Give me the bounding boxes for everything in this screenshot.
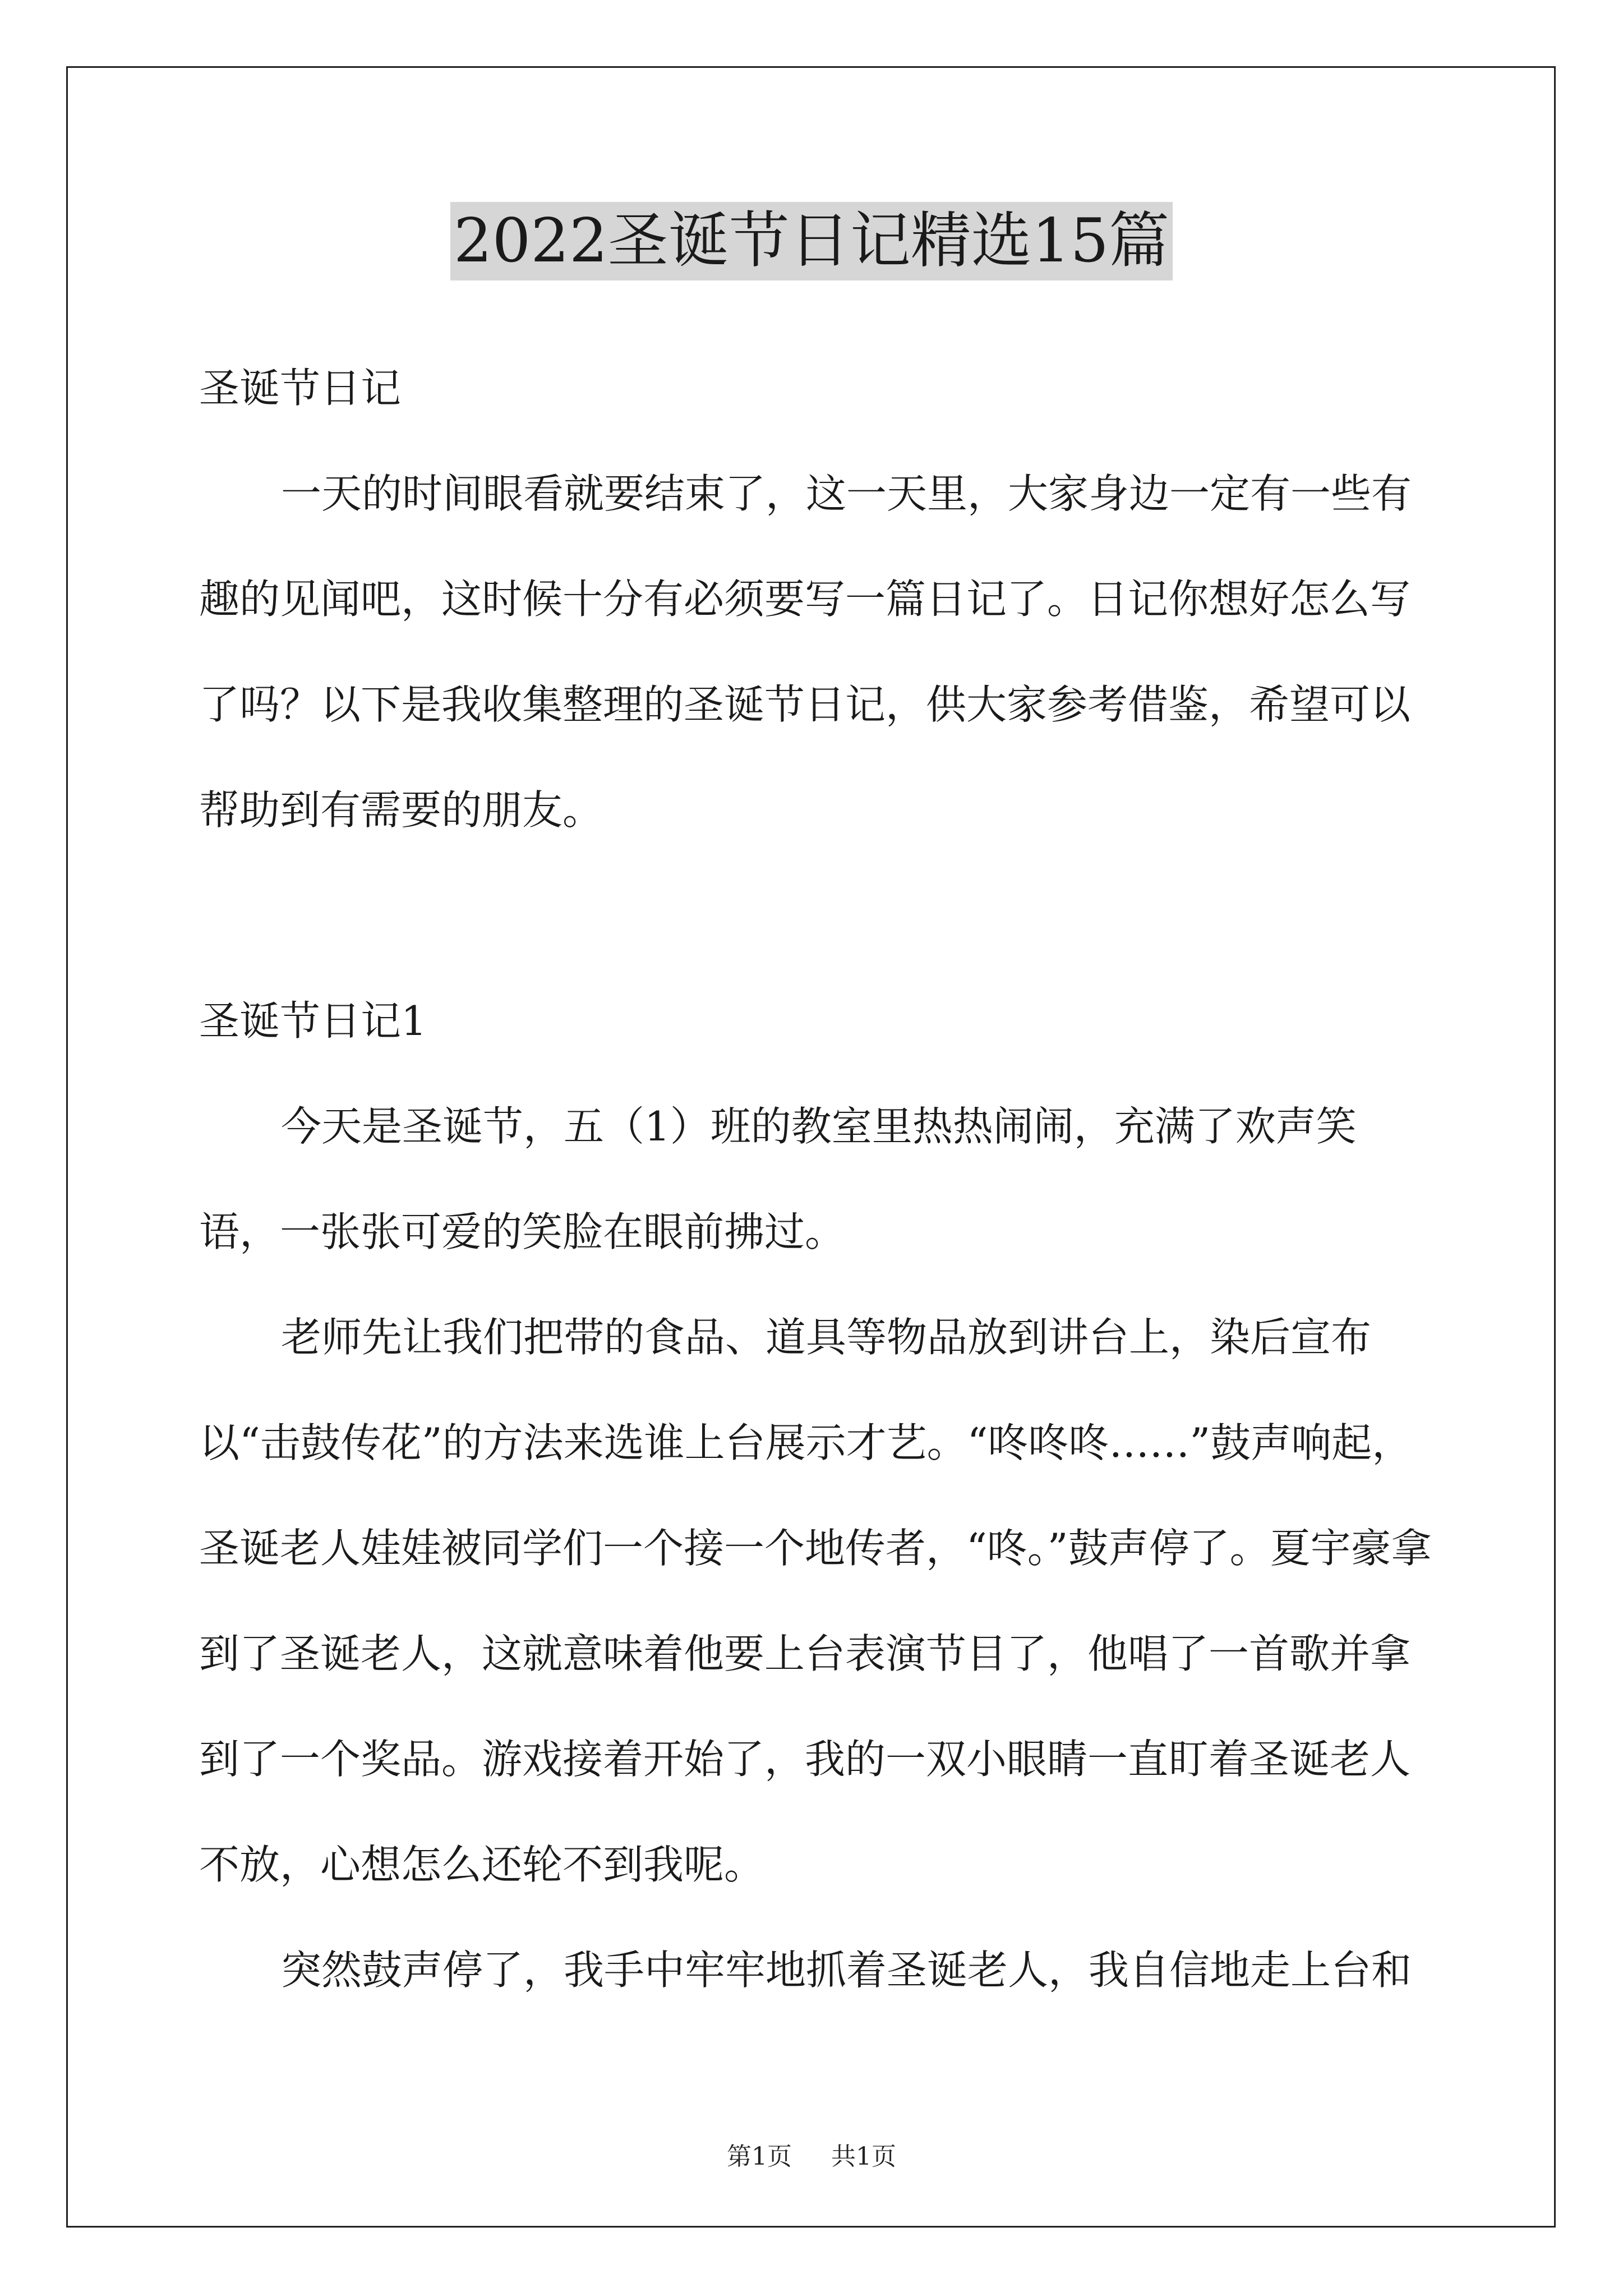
- spacer: [199, 863, 1433, 968]
- paragraph: 今天是圣诞节，五（1）班的教室里热热闹闹，充满了欢声笑语，一张张可爱的笑脸在眼前拂过。: [199, 1103, 1357, 1255]
- document-body: [199, 335, 1433, 2023]
- paragraph: 一天的时间眼看就要结束了，这一天里，大家身边一定有一些有趣的见闻吧，这时候十分有必须要写一篇日记了。日记你想好怎么写了吗？以下是我收集整理的圣诞节日记，供大家参考借鉴，希望可以帮助到有需要的朋友。: [199, 470, 1412, 834]
- page-number: 第1页: [727, 2142, 792, 2171]
- page-total: 共1页: [831, 2142, 896, 2171]
- section-heading: 圣诞节日记: [199, 365, 402, 412]
- section-heading: 圣诞节日记1: [199, 997, 427, 1045]
- paragraph: 老师先让我们把带的食品、道具等物品放到讲台上，染后宣布以“击鼓传花”的方法来选谁上台展示才艺。“咚咚咚……”鼓声响起，圣诞老人娃娃被同学们一个接一个地传者，“咚。”鼓声停了。夏宇豪拿到了圣诞老人，这就意味着他要上台表演节目了，他唱了一首歌并拿到了一个奖品。游戏接着开始了，我的一双小眼睛一直盯着圣诞老人不放，心想怎么还轮不到我呢。: [199, 1314, 1432, 1888]
- page-footer: [0, 2140, 1623, 2174]
- title-wrap: [0, 202, 1623, 280]
- paragraph: 突然鼓声停了，我手中牢牢地抓着圣诞老人，我自信地走上台和: [281, 1947, 1412, 1994]
- document-title: 2022圣诞节日记精选15篇: [450, 202, 1173, 280]
